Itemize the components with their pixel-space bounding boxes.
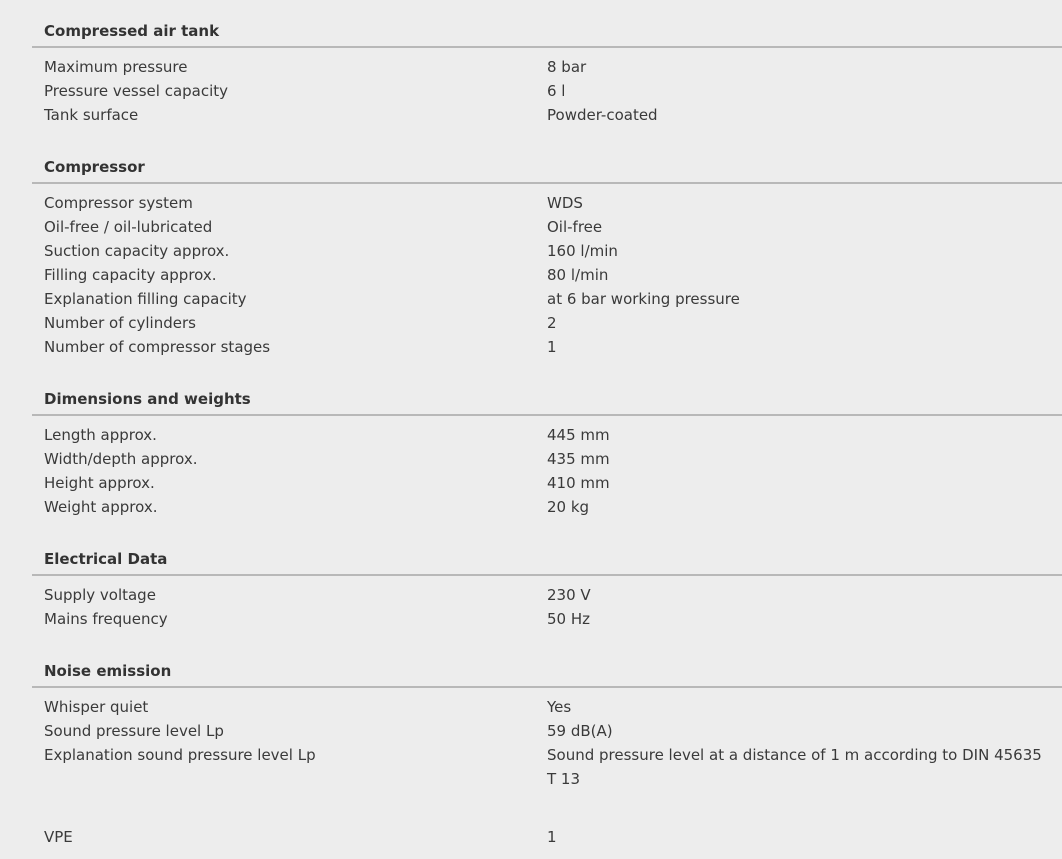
spec-value: 230 V bbox=[547, 586, 591, 604]
spec-value: 1 bbox=[547, 828, 557, 846]
spec-value: 59 dB(A) bbox=[547, 722, 613, 740]
spec-value: 435 mm bbox=[547, 450, 610, 468]
spec-value: 410 mm bbox=[547, 474, 610, 492]
spec-value: 6 l bbox=[547, 82, 566, 100]
section-dimensions-and-weights bbox=[32, 368, 1062, 528]
spec-label: Explanation sound pressure level Lp bbox=[44, 746, 316, 764]
spec-label: Suction capacity approx. bbox=[44, 242, 230, 260]
spec-row bbox=[32, 191, 1062, 215]
spec-row bbox=[32, 471, 1062, 495]
spec-label: Filling capacity approx. bbox=[44, 266, 217, 284]
section-title: Compressed air tank bbox=[32, 0, 1062, 48]
spec-value: 50 Hz bbox=[547, 610, 591, 628]
spec-value: Yes bbox=[547, 698, 572, 716]
spec-row bbox=[32, 79, 1062, 103]
spec-value: 160 l/min bbox=[547, 242, 618, 260]
spec-row bbox=[32, 311, 1062, 335]
spec-label: Width/depth approx. bbox=[44, 450, 198, 468]
spec-label: Weight approx. bbox=[44, 498, 158, 516]
spec-label: Height approx. bbox=[44, 474, 155, 492]
spec-label: Sound pressure level Lp bbox=[44, 722, 224, 740]
spec-row bbox=[32, 719, 1062, 743]
section-compressed-air-tank bbox=[32, 0, 1062, 136]
section-title: Noise emission bbox=[32, 640, 1062, 688]
spec-label: Oil-free / oil-lubricated bbox=[44, 218, 213, 236]
spec-label: Pressure vessel capacity bbox=[44, 82, 229, 100]
spec-label: Length approx. bbox=[44, 426, 157, 444]
spec-label: VPE bbox=[44, 828, 73, 846]
spec-row bbox=[32, 239, 1062, 263]
spec-row bbox=[32, 583, 1062, 607]
spec-row bbox=[32, 215, 1062, 239]
spec-label: Number of compressor stages bbox=[44, 338, 271, 356]
spec-label: Supply voltage bbox=[44, 586, 156, 604]
packaging-unit-section bbox=[32, 800, 1062, 849]
spec-row bbox=[32, 423, 1062, 447]
spec-value: 445 mm bbox=[547, 426, 610, 444]
spec-row bbox=[32, 447, 1062, 471]
spec-value: WDS bbox=[547, 194, 583, 212]
spec-row bbox=[32, 743, 1062, 791]
spec-row bbox=[32, 287, 1062, 311]
section-body bbox=[32, 576, 1062, 640]
spec-label: Compressor system bbox=[44, 194, 193, 212]
section-noise-emission bbox=[32, 640, 1062, 800]
spec-value: 8 bar bbox=[547, 58, 587, 76]
spec-value: at 6 bar working pressure bbox=[547, 290, 740, 308]
spec-row bbox=[32, 695, 1062, 719]
spec-label: Mains frequency bbox=[44, 610, 168, 628]
spec-value: 80 l/min bbox=[547, 266, 609, 284]
spec-row bbox=[32, 607, 1062, 631]
spec-row bbox=[32, 263, 1062, 287]
spec-row bbox=[32, 335, 1062, 359]
spec-label: Tank surface bbox=[44, 106, 139, 124]
spec-value: 1 bbox=[547, 338, 557, 356]
section-title: Dimensions and weights bbox=[32, 368, 1062, 416]
specifications-table bbox=[32, 0, 1062, 849]
spec-row bbox=[32, 103, 1062, 127]
section-title: Compressor bbox=[32, 136, 1062, 184]
spec-label: Maximum pressure bbox=[44, 58, 188, 76]
section-body bbox=[32, 688, 1062, 800]
spec-value: 2 bbox=[547, 314, 557, 332]
spec-value: 20 kg bbox=[547, 498, 590, 516]
section-electrical-data bbox=[32, 528, 1062, 640]
spec-label: Explanation filling capacity bbox=[44, 290, 247, 308]
spec-value: Oil-free bbox=[547, 218, 603, 236]
spec-value: Sound pressure level at a distance of 1 m according to DIN 45635 T 13 bbox=[547, 746, 1042, 788]
spec-label: Number of cylinders bbox=[44, 314, 196, 332]
spec-row bbox=[32, 825, 1062, 849]
section-body bbox=[32, 184, 1062, 368]
spec-row bbox=[32, 55, 1062, 79]
spec-label: Whisper quiet bbox=[44, 698, 149, 716]
spec-value: Powder-coated bbox=[547, 106, 658, 124]
section-title: Electrical Data bbox=[32, 528, 1062, 576]
section-body bbox=[32, 48, 1062, 136]
section-compressor bbox=[32, 136, 1062, 368]
spec-row bbox=[32, 495, 1062, 519]
section-body bbox=[32, 416, 1062, 528]
